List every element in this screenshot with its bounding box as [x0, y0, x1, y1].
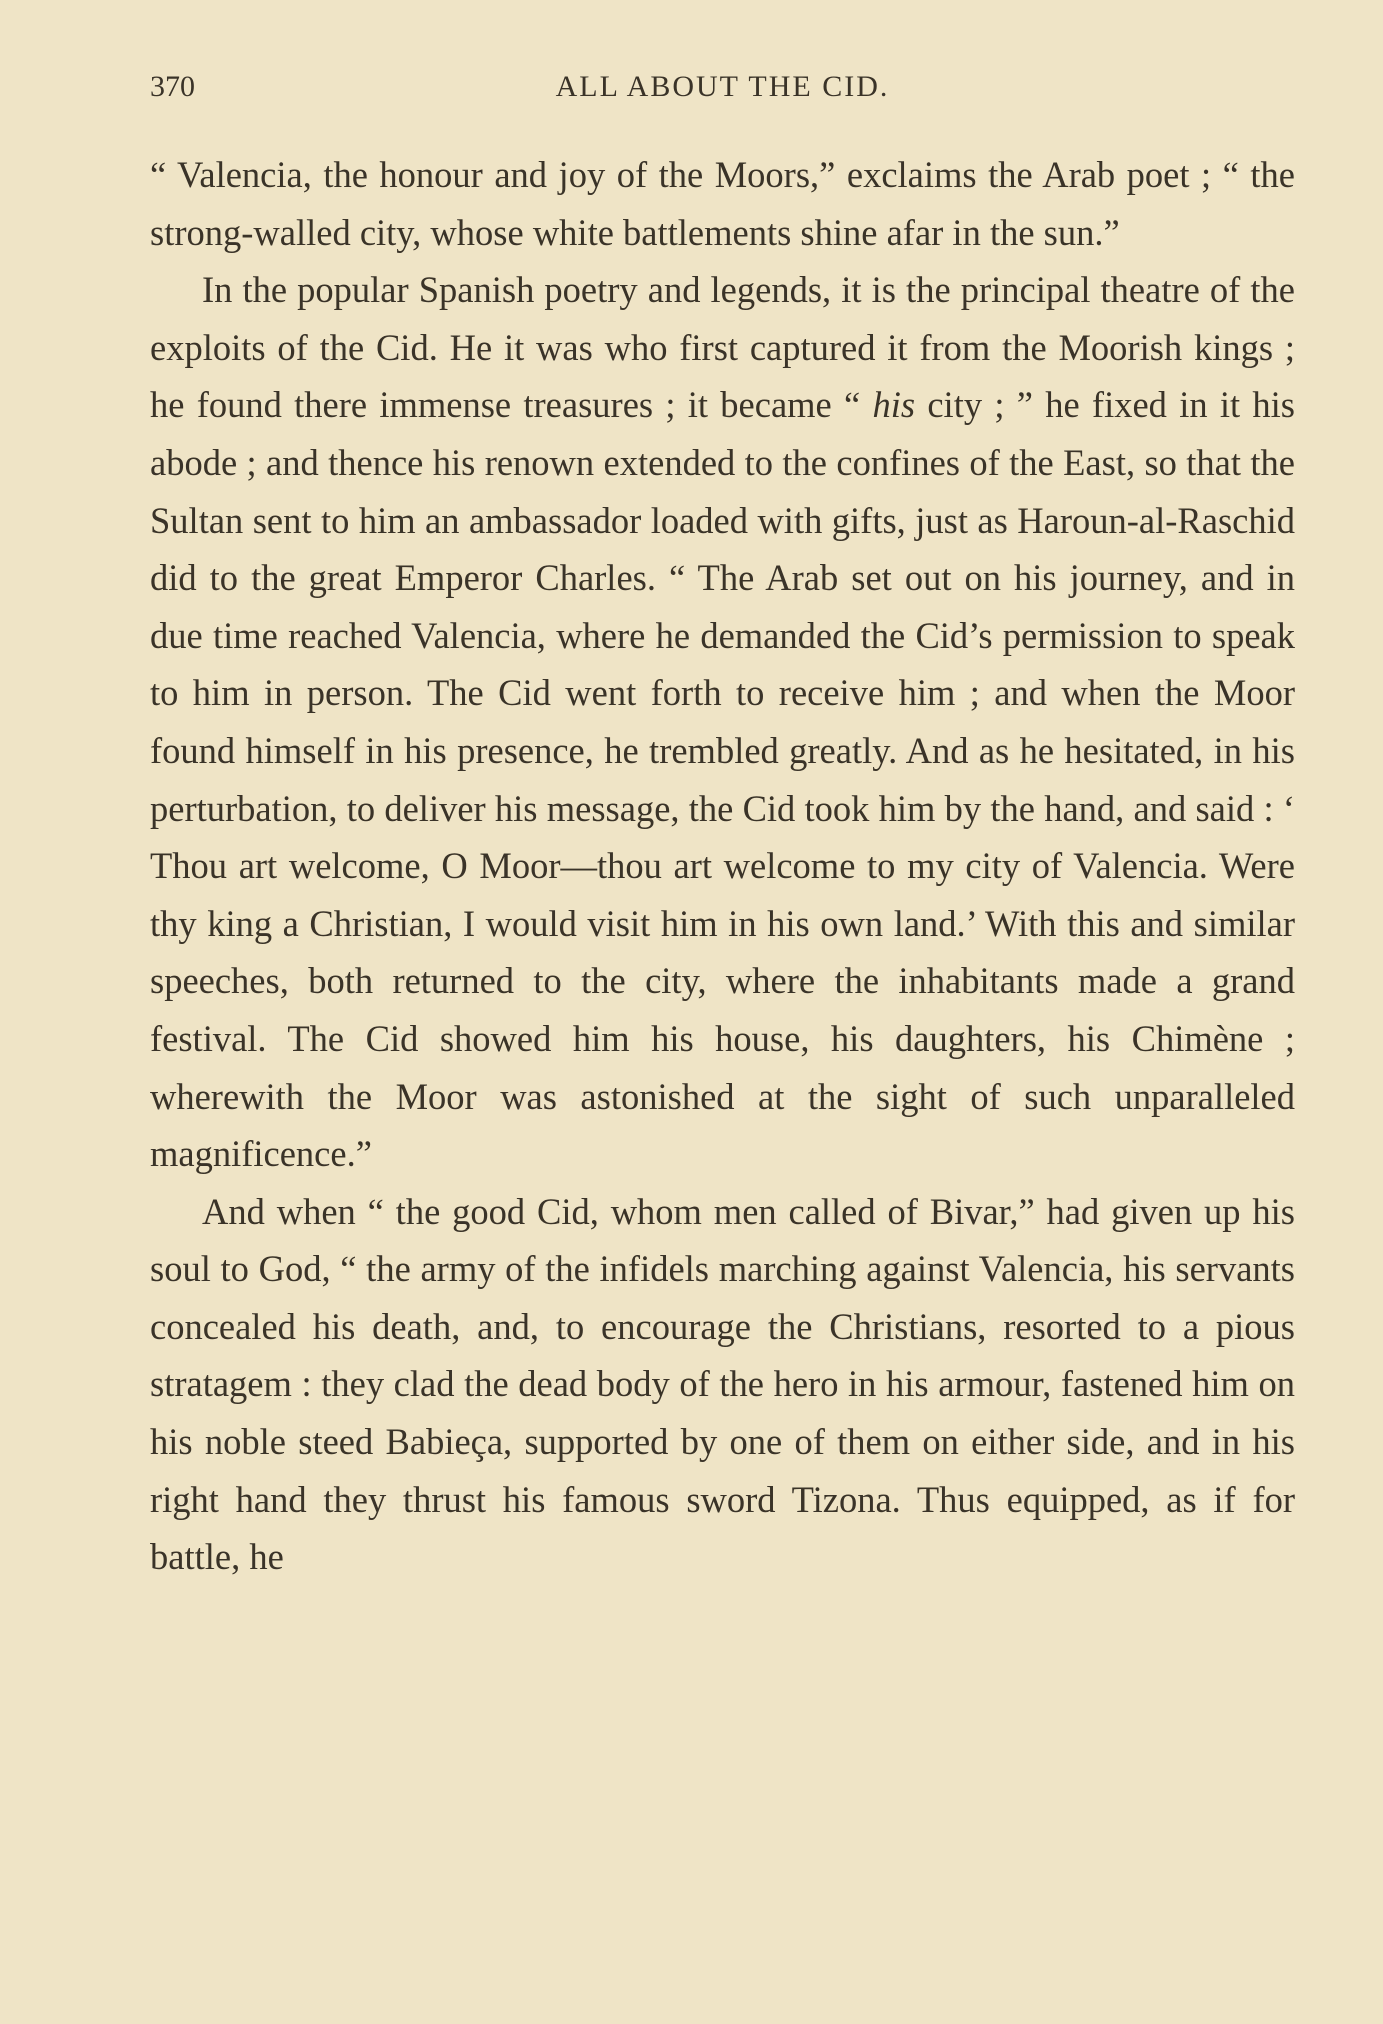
italic-word: his [872, 384, 916, 426]
paragraph-1: “ Valencia, the honour and joy of the Moors,” exclaims the Arab poet ; “ the strong-walled city, whose white battlements shine afar in the sun.” [150, 154, 1295, 253]
page-number: 370 [150, 70, 195, 103]
page-header [150, 70, 1295, 120]
paragraph-3: And when “ the good Cid, whom men called of Bivar,” had given up his soul to God, “ the army of the infidels marching against Valencia, his servants concealed his death, and, to encourage the Christians, resorted to a pious stratagem : they clad the dead body of the hero in his armour, fastened him on his noble steed Babieça, supported by one of them on either side, and in his right hand they thrust his famous sword Tizona. Thus equipped, as if for battle, he [150, 1190, 1295, 1578]
paragraph-2-after-italic: city ; ” he fixed in it his abode ; and thence his renown extended to the confines of the East, so that the Sultan sent to him an ambassador loaded with gifts, just as Haroun-al-Raschid did to the great Emperor Charles. “ The Arab set out on his journey, and in due time reached Valencia, where he demanded the Cid’s permission to speak to him in person. The Cid went forth to receive him ; and when the Moor found himself in his presence, he trembled greatly. And as he hesitated, in his perturbation, to deliver his message, the Cid took him by the hand, and said : ‘ Thou art welcome, O Moor—thou art welcome to my city of Valencia. Were thy king a Christian, I would visit him in his own land.’ With this and similar speeches, both returned to the city, where the inhabitants made a grand festival. The Cid showed him his house, his daughters, his Chimène ; wherewith the Moor was astonished at the sight of such unparalleled magnificence.” [150, 384, 1295, 1175]
paragraph-2-before-italic: In the popular Spanish poetry and legends, it is the principal theatre of the exploits of the Cid. He it was who first captured it from the Moorish kings ; he found there immense treasures ; it became “ [150, 269, 1295, 426]
body-text [150, 146, 1295, 1586]
running-title: ALL ABOUT THE CID. [555, 70, 890, 103]
paragraph-2 [150, 261, 1295, 1183]
